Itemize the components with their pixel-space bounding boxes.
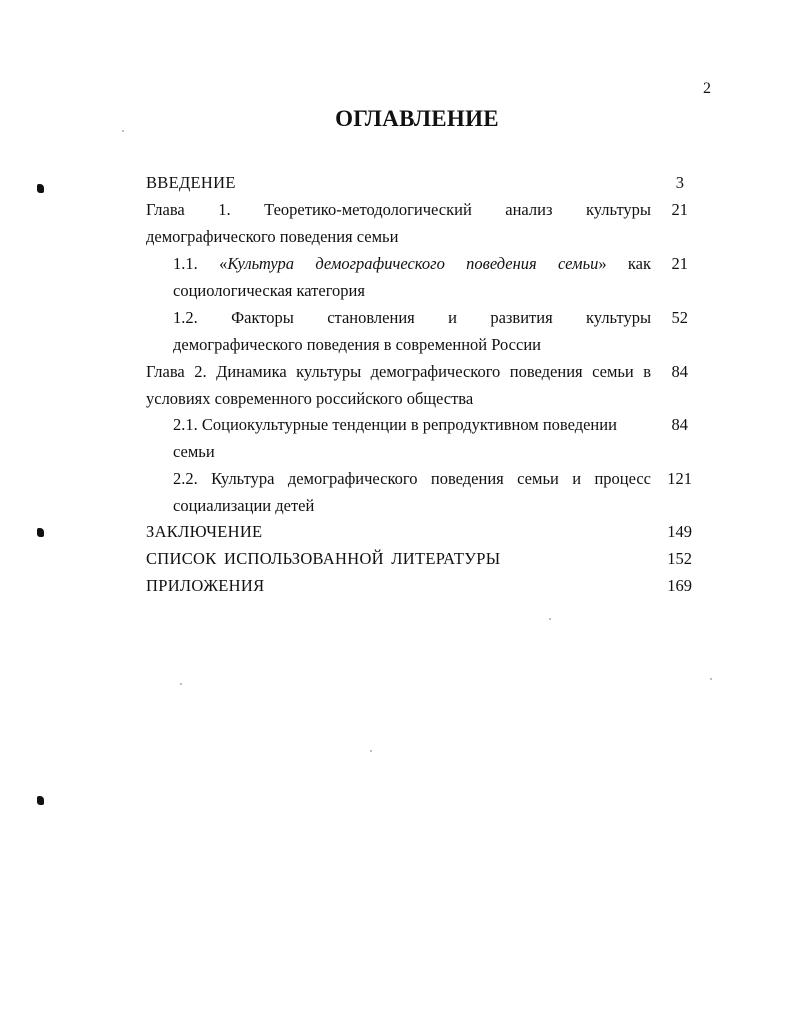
binding-mark-icon — [37, 184, 44, 193]
scan-speck — [180, 683, 182, 685]
toc-entry-label: ПРИЛОЖЕНИЯ — [146, 576, 265, 595]
toc-entry-line2: демографического поведения в современной России — [173, 335, 541, 354]
toc-page-number: 21 — [671, 254, 688, 273]
toc-entry-label: СПИСОК ИСПОЛЬЗОВАННОЙ ЛИТЕРАТУРЫ — [146, 549, 501, 568]
toc-entry-intro[interactable] — [146, 169, 646, 196]
page-number: 2 — [703, 80, 711, 97]
toc-entry-section-2-2[interactable] — [173, 465, 651, 519]
toc-entry-bibliography[interactable] — [146, 545, 646, 572]
toc-entry-line2: социализации детей — [173, 496, 315, 515]
toc-page-number: 152 — [667, 549, 692, 568]
toc-entry-chapter-1[interactable] — [146, 196, 651, 250]
toc-entry-conclusion[interactable] — [146, 518, 646, 545]
page-title: ОГЛАВЛЕНИЕ — [335, 106, 499, 131]
toc-entry-line2: условиях современного российского общества — [146, 389, 474, 408]
toc-entry-line1: Глава 1. Теоретико-методологический анализ культуры — [146, 200, 652, 219]
toc-entry-line1: 1.2. Факторы становления и развития культуры — [173, 308, 652, 327]
toc-entry-line1: 2.2. Культура демографического поведения семьи и процесс — [173, 469, 652, 488]
toc-entry-label: ЗАКЛЮЧЕНИЕ — [146, 522, 263, 541]
toc-entry-line1: 2.1. Социокультурные тенденции в репродуктивном поведении — [173, 415, 617, 434]
binding-mark-icon — [37, 796, 44, 805]
toc-page-number: 84 — [671, 415, 688, 434]
binding-mark-icon — [37, 528, 44, 537]
toc-entry-line2: социологическая категория — [173, 281, 365, 300]
toc-entry-section-1-2[interactable] — [173, 304, 651, 358]
toc-entry-chapter-2[interactable] — [146, 358, 651, 412]
scan-speck — [710, 678, 712, 680]
toc-page-number: 52 — [671, 308, 688, 327]
toc-page-number: 3 — [675, 173, 684, 192]
toc-page-number: 84 — [671, 362, 688, 381]
toc-entry-line2: семьи — [173, 442, 215, 461]
toc-entry-line2: демографического поведения семьи — [146, 227, 399, 246]
scan-speck — [122, 130, 124, 132]
toc-entry-line1: Глава 2. Динамика культуры демографического поведения семьи в — [146, 362, 652, 381]
toc-page-number: 21 — [671, 200, 688, 219]
scan-speck — [549, 618, 551, 620]
toc-entry-line1: 1.1. «Культура демографического поведения семьи» как — [173, 254, 652, 273]
toc-page-number: 121 — [667, 469, 692, 488]
toc-page-number: 169 — [667, 576, 692, 595]
scan-speck — [370, 750, 372, 752]
toc-entry-section-1-1[interactable] — [173, 250, 651, 304]
toc-entry-label: ВВЕДЕНИЕ — [146, 173, 236, 192]
toc-entry-section-2-1[interactable] — [173, 411, 651, 465]
toc-entry-appendices[interactable] — [146, 572, 646, 599]
toc-page-number: 149 — [667, 522, 692, 541]
